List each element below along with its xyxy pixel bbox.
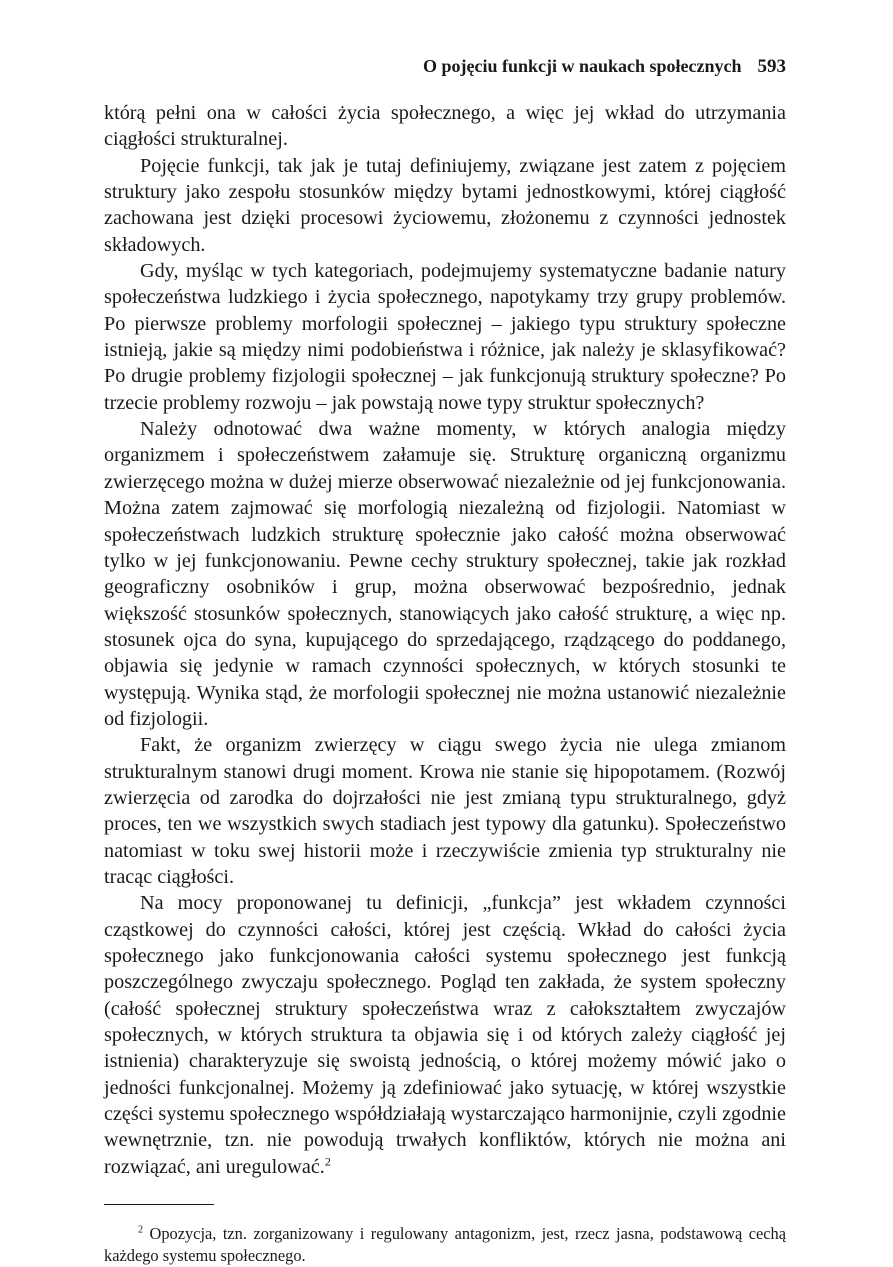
paragraph: Należy odnotować dwa ważne momenty, w których analogia między organizmem i społeczeństwem załamuje się. Strukturę organiczną organizmu zwierzęcego można w dużej mierze obserwować niezależnie od jej funkcjonowania. Można zatem zajmować się morfologią niezależną od fizjologii. Natomiast w społeczeństwach ludzkich strukturę społecznie jako całość można obserwować tylko w jej funkcjonowaniu. Pewne cechy struktury społecznej, takie jak rozkład geograficzny osobników i grup, można obserwować bezpośrednio, jednak większość stosunków społecznych, stanowiących jako całość strukturę, a więc np. stosunek ojca do syna, kupującego do sprzedającego, rządzącego do poddanego, objawia się jedynie w ramach czynności społecznych, w których stosunki te występują. Wynika stąd, że morfologii społecznej nie można ustanowić niezależnie od fizjologii. bbox=[104, 418, 786, 730]
footnote-reference: 2 bbox=[324, 1154, 331, 1169]
running-header bbox=[104, 56, 786, 86]
paragraph: Pojęcie funkcji, tak jak je tutaj definiujemy, związane jest zatem z pojęciem struktury jako zespołu stosunków między bytami jednostkowymi, której ciągłość zachowana jest dzięki procesowi życiowemu, złożonemu z czynności jednostek składowych. bbox=[104, 154, 786, 256]
paragraph-continued: którą pełni ona w całości życia społecznego, a więc jej wkład do utrzymania ciągłości strukturalnej. bbox=[104, 102, 786, 151]
paragraph: Gdy, myśląc w tych kategoriach, podejmujemy systematyczne badanie natury społeczeństwa ludzkiego i życia społecznego, napotykamy trzy grupy problemów. Po pierwsze problemy morfologii społecznej – jakiego typu struktury społeczne istnieją, jakie są między nimi podobieństwa i różnice, jak należy je sklasyfikować? Po drugie problemy fizjologii społecznej – jak funkcjonują struktury społeczne? Po trzecie problemy rozwoju – jak powstają nowe typy struktur społecznych? bbox=[104, 260, 786, 414]
page-number: 593 bbox=[757, 56, 786, 77]
running-title: O pojęciu funkcji w naukach społecznych bbox=[422, 56, 742, 76]
footnote bbox=[104, 1223, 786, 1267]
footnote-marker: 2 bbox=[138, 1224, 143, 1236]
body-text bbox=[104, 100, 786, 1180]
footnote-text: Opozycja, tzn. zorganizowany i regulowany antagonizm, jest, rzecz jasna, podstawową cechą każdego systemu społecznego. bbox=[104, 1224, 786, 1266]
paragraph-text: Na mocy proponowanej tu definicji, „funkcja” jest wkładem czynności cząstkowej do czynności całości, której jest częścią. Wkład do całości życia społecznego jako funkcjonowania całości systemu społecznego jest funkcją poszczególnego zwyczaju społecznego. Pogląd ten zakłada, że system społeczny (całość społecznej struktury społeczeństwa wraz z całokształtem zwyczajów społecznych, w których struktura ta objawia się i od których zależy ciągłość jej istnienia) charakteryzuje się swoistą jednością, o której możemy mówić jako o jedności funkcjonalnej. Możemy ją zdefiniować jako sytuację, w której wszystkie części systemu społecznego współdziałają wystarczająco harmonijnie, czyli zgodnie wewnętrznie, tzn. nie powodują trwałych konfliktów, których nie można ani rozwiązać, ani uregulować. bbox=[104, 892, 786, 1178]
paragraph-with-footnote bbox=[104, 890, 786, 1180]
paragraph: Fakt, że organizm zwierzęcy w ciągu swego życia nie ulega zmianom strukturalnym stanowi drugi moment. Krowa nie stanie się hipopotamem. (Rozwój zwierzęcia od zarodka do dojrzałości nie jest zmianą typu strukturalnego, gdyż proces, ten we wszystkich swych stadiach jest typowy dla gatunku). Społeczeństwo natomiast w toku swej historii może i rzeczywiście zmienia typ strukturalny nie tracąc ciągłości. bbox=[104, 734, 786, 888]
book-page bbox=[104, 56, 786, 1267]
footnote-divider bbox=[104, 1204, 214, 1205]
